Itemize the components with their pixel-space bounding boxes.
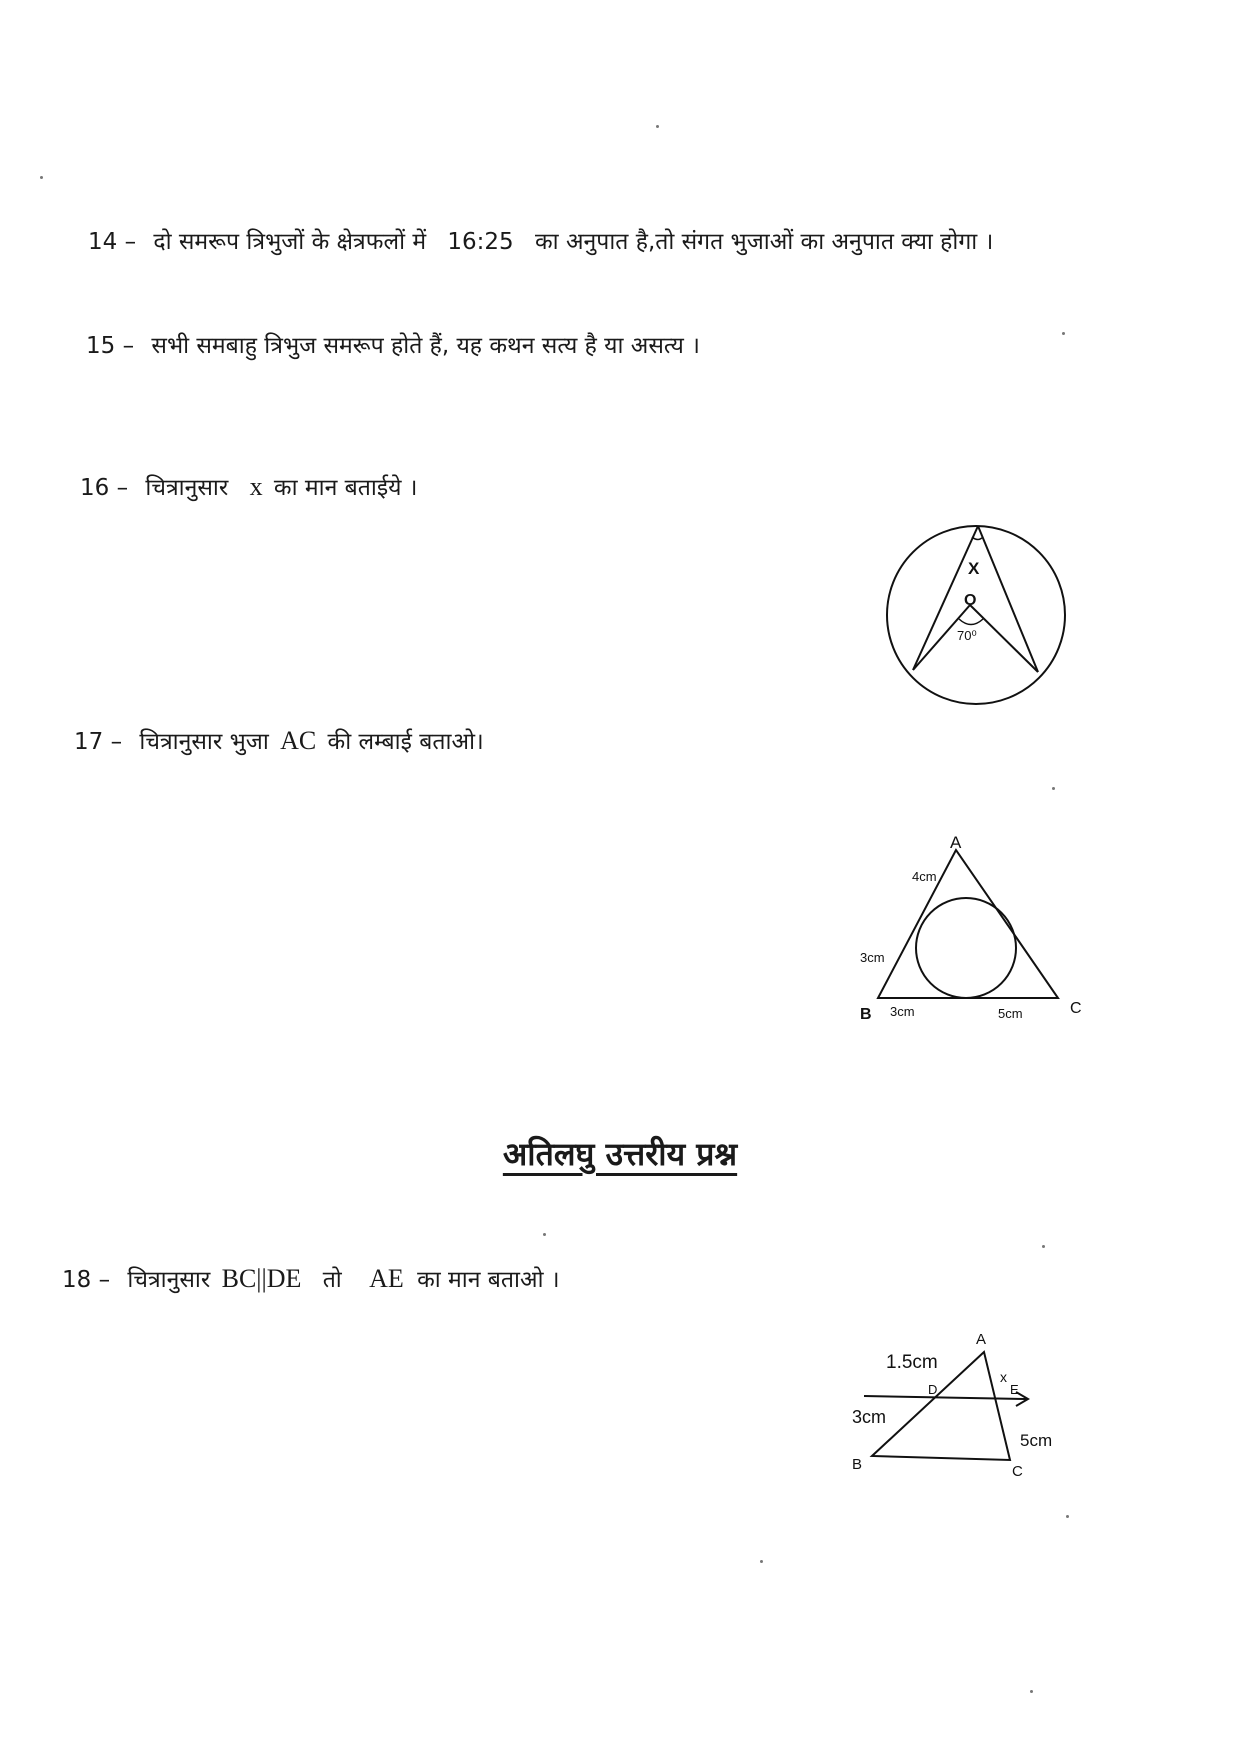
label-x: x [1000,1369,1007,1385]
label-a: A [950,833,962,852]
question-number: 16 – [80,475,129,501]
question-text: चित्रानुसार [145,475,229,501]
scan-speck [1042,1245,1045,1248]
scan-speck [1062,332,1065,335]
incircle [916,898,1016,998]
scan-speck [543,1233,546,1236]
radius-right [970,605,1038,672]
label-angle: 70⁰ [957,628,977,643]
figure-16-circle [883,522,1073,712]
label-e: E [1010,1382,1019,1397]
question-text: की लम्बाई बताओ। [327,729,484,755]
scan-speck [656,125,659,128]
question-text: का मान बताईये । [273,475,418,501]
question-18 [62,1262,560,1294]
question-number: 18 – [62,1267,111,1293]
scan-speck [1066,1515,1069,1518]
question-number: 14 – [88,229,137,255]
question-text: का मान बताओ । [417,1267,560,1293]
label-o: O [964,592,977,609]
side-ac: AC [280,726,317,755]
question-text: चित्रानुसार [127,1267,211,1293]
triangle-abc [878,850,1058,998]
question-number: 15 – [86,333,135,359]
target-ae: AE [369,1264,404,1293]
scan-speck [1030,1690,1033,1693]
circle [887,526,1065,704]
label-c: C [1070,1000,1082,1017]
question-15 [86,328,700,360]
label-b: B [860,1006,872,1023]
figure-18-triangle-parallel [840,1324,1070,1499]
line-de [864,1396,1026,1399]
figure-17-triangle-incircle [848,833,1082,1028]
segment-bottom-right-label: 5cm [998,1006,1023,1021]
question-number: 17 – [74,729,123,755]
angle-arc-x [972,537,983,540]
ratio-value: 16:25 [447,229,514,255]
question-text: का अनुपात है,तो संगत भुजाओं का अनुपात क्या होगा । [535,229,994,255]
segment-db-label: 3cm [852,1407,887,1427]
question-14 [88,224,993,256]
angle-arc-70 [959,619,983,625]
question-text: दो समरूप त्रिभुजों के क्षेत्रफलों में [153,229,427,255]
segment-left-label: 3cm [860,950,885,965]
chord-right [978,526,1038,672]
scan-speck [40,176,43,179]
segment-top-label: 4cm [912,869,937,884]
segment-ad-label: 1.5cm [886,1352,938,1373]
scan-speck [1052,787,1055,790]
label-a: A [976,1331,987,1348]
label-x: X [968,559,980,578]
question-16 [80,470,418,502]
label-d: D [928,1382,938,1397]
question-text: चित्रानुसार भुजा [139,729,269,755]
question-17 [74,724,484,756]
question-text: सभी समबाहु त्रिभुज समरूप होते हैं, यह कथन सत्य है या असत्य । [151,333,700,359]
label-b: B [852,1456,863,1473]
condition-bc-de: BC||DE [221,1264,302,1293]
label-c: C [1012,1463,1023,1480]
question-text: तो [322,1267,342,1293]
segment-ec-label: 5cm [1020,1431,1053,1450]
section-heading: अतिलघु उत्तरीय प्रश्न [502,1135,738,1173]
scan-speck [760,1560,763,1563]
segment-bottom-left-label: 3cm [890,1004,915,1019]
variable-x: x [249,472,263,501]
